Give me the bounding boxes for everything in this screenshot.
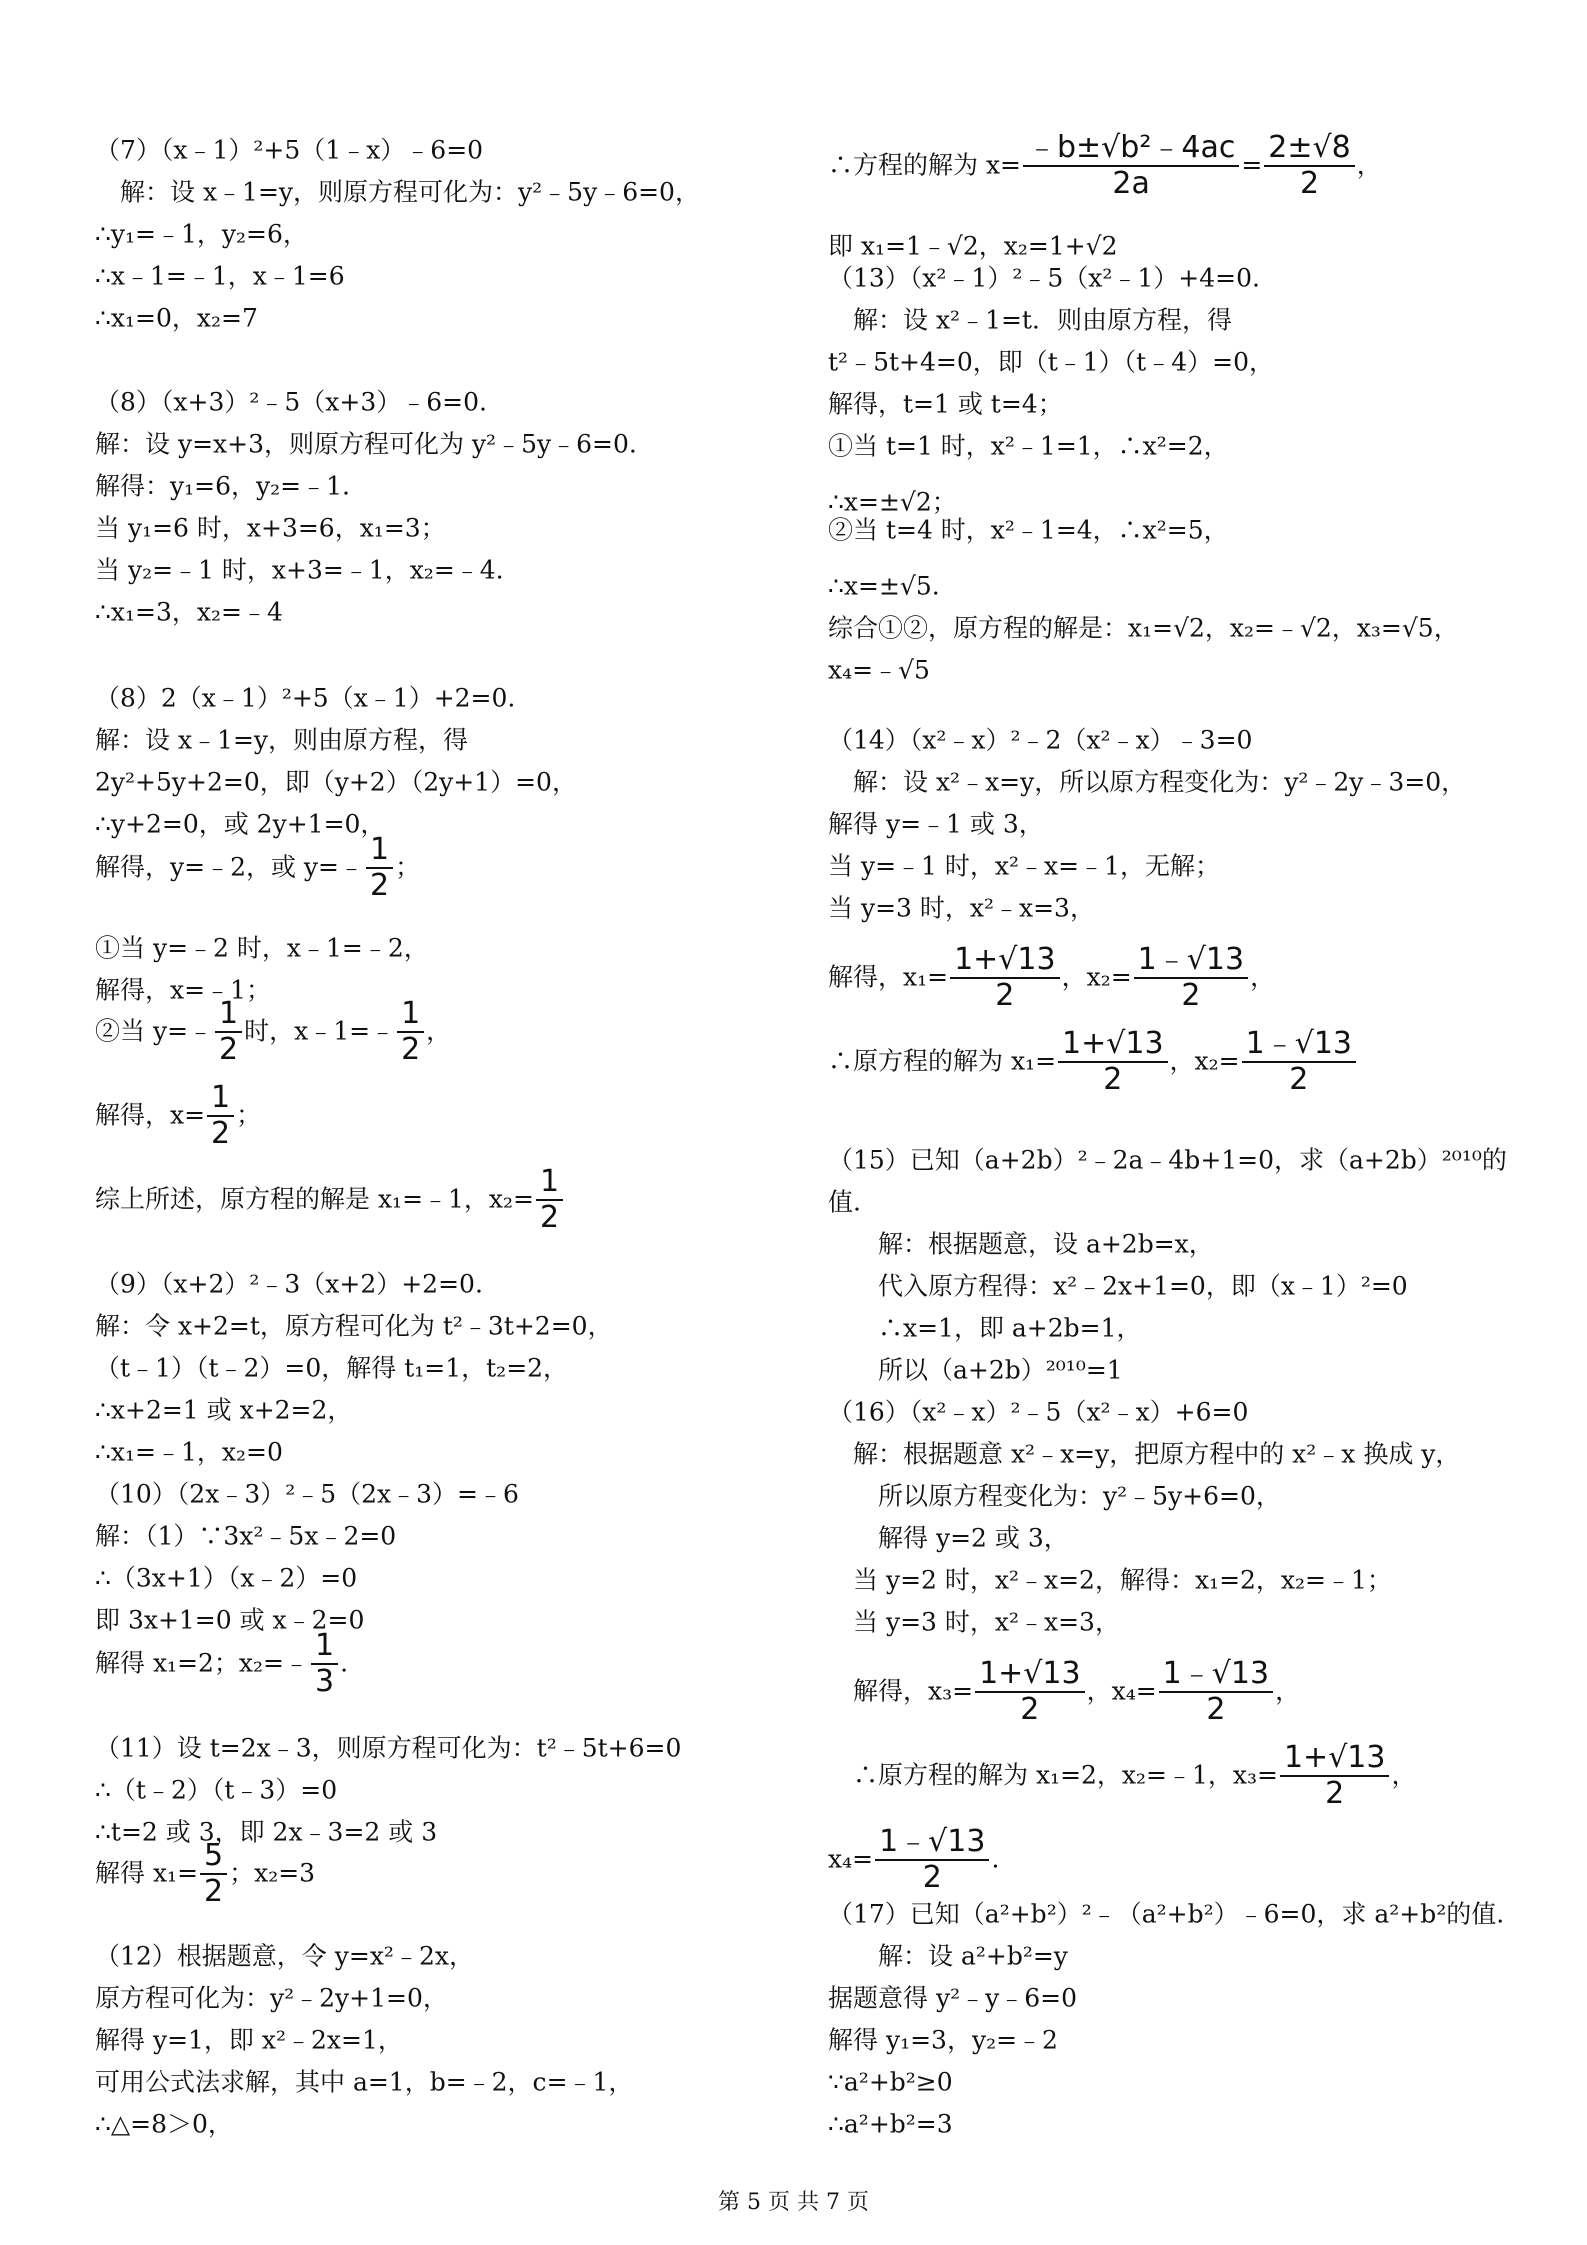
text-line: （10）（2x﹣3）²﹣5（2x﹣3）=﹣6 — [95, 1479, 519, 1509]
fraction-line: 解得，x= $\frac{1}{2}$ ； — [95, 1079, 262, 1151]
frac-1p: $\frac{1+√13}{2}$ — [950, 943, 1060, 1013]
text-line: 解得，t=1 或 t=4； — [828, 389, 1063, 419]
text-line: （17）已知（a²+b²）²﹣（a²+b²）﹣6=0，求 a²+b²的值. — [828, 1899, 1505, 1929]
text-line: 解：（1）∵3x²﹣5x﹣2=0 — [95, 1521, 397, 1551]
x-pm-sqrt2: ∴x=±√2； — [828, 487, 957, 517]
frac-1m: $\frac{1﹣√13}{2}$ — [1159, 1657, 1273, 1727]
text-line: 当 y₁=6 时，x+3=6，x₁=3； — [95, 513, 446, 543]
text-line: ∴a²+b²=3 — [828, 2109, 953, 2139]
text-line: 解得 y=1，即 x²﹣2x=1， — [95, 2025, 403, 2055]
text-line: （8）（x+3）²﹣5（x+3）﹣6=0. — [95, 387, 487, 417]
result-16: 解得，x₃= $\frac{1+√13}{2}$ ，x₄= $\frac{1﹣√13}{2}$ ， — [828, 1655, 1301, 1727]
x4-line: x₄=﹣√5 — [828, 655, 930, 685]
text-line: （8）2（x﹣1）²+5（x﹣1）+2=0. — [95, 683, 516, 713]
text-line: 当 y=﹣1 时，x²﹣x=﹣1，无解； — [828, 851, 1220, 881]
text-line: （11）设 t=2x﹣3，则原方程可化为：t²﹣5t+6=0 — [95, 1733, 682, 1763]
text-line: ∴（t﹣2）（t﹣3）=0 — [95, 1775, 338, 1805]
frac-1m: $\frac{1﹣√13}{2}$ — [1242, 1027, 1356, 1097]
text-line: 解：根据题意，设 a+2b=x， — [828, 1229, 1214, 1259]
solution-14: ∴原方程的解为 x₁= $\frac{1+√13}{2}$ ，x₂= $\frac{1﹣√13}{2}$ — [828, 1024, 1358, 1096]
text-line: ∴x₁=0，x₂=7 — [95, 303, 258, 333]
text-line: 代入原方程得：x²﹣2x+1=0，即（x﹣1）²=0 — [828, 1271, 1408, 1301]
x4-16: x₄= $\frac{1﹣√13}{2}$ . — [828, 1823, 1000, 1895]
fraction: $\frac{1}{2}$ — [536, 1165, 563, 1235]
text-line: 当 y=3 时，x²﹣x=3， — [828, 1607, 1120, 1637]
text-line: （14）（x²﹣x）²﹣2（x²﹣x）﹣3=0 — [828, 725, 1253, 755]
text-line: 解得，x=﹣1； — [95, 975, 271, 1005]
text-line: （t﹣1）（t﹣2）=0，解得 t₁=1，t₂=2， — [95, 1353, 569, 1383]
formula-line: ∴方程的解为 x= $\frac{\text{﹣b±√b²﹣4ac}}{2a}$ = $\frac{2\pm√8}{2}$ ， — [828, 129, 1382, 201]
text-line: 当 y₂=﹣1 时，x+3=﹣1，x₂=﹣4. — [95, 555, 504, 585]
text-line: ∴x=1，即 a+2b=1， — [828, 1313, 1142, 1343]
fraction: $\frac{1}{2}$ — [397, 997, 424, 1067]
frac-1p: $\frac{1+√13}{2}$ — [1280, 1741, 1390, 1811]
text-line: 解：设 y=x+3，则原方程可化为 y²﹣5y﹣6=0. — [95, 429, 637, 459]
text-line: 可用公式法求解，其中 a=1，b=﹣2，c=﹣1， — [95, 2067, 634, 2097]
quadratic-formula: $\frac{\text{﹣b±√b²﹣4ac}}{2a}$ — [1023, 131, 1239, 201]
text-line: 解得：y₁=6，y₂=﹣1. — [95, 471, 350, 501]
fraction: $\frac{1}{2}$ — [207, 1081, 234, 1151]
text-line: 所以（a+2b）²⁰¹⁰=1 — [828, 1355, 1123, 1385]
text-line: （16）（x²﹣x）²﹣5（x²﹣x）+6=0 — [828, 1397, 1249, 1427]
formula-value: $\frac{2\pm√8}{2}$ — [1264, 131, 1354, 201]
text-line: 解：根据题意 x²﹣x=y，把原方程中的 x²﹣x 换成 y， — [828, 1439, 1461, 1469]
text-line: 解：令 x+2=t，原方程可化为 t²﹣3t+2=0， — [95, 1311, 613, 1341]
fraction-line: 解得 x₁= $\frac{5}{2}$ ；x₂=3 — [95, 1837, 316, 1909]
text-line: 即 3x+1=0 或 x﹣2=0 — [95, 1605, 365, 1635]
fraction: $\frac{1}{3}$ — [311, 1629, 338, 1699]
text-line: ∴x₁=﹣1，x₂=0 — [95, 1437, 283, 1467]
text-line: ∴x+2=1 或 x+2=2， — [95, 1395, 353, 1425]
fraction-line: 解得 x₁=2；x₂=﹣ $\frac{1}{3}$ . — [95, 1627, 349, 1699]
frac-1m: $\frac{1﹣√13}{2}$ — [875, 1825, 989, 1895]
solution-16: ∴原方程的解为 x₁=2，x₂=﹣1，x₃= $\frac{1+√13}{2}$ ， — [828, 1739, 1417, 1811]
fraction: $\frac{5}{2}$ — [200, 1839, 227, 1909]
text-line: （15）已知（a+2b）²﹣2a﹣4b+1=0，求（a+2b）²⁰¹⁰的 — [828, 1145, 1507, 1175]
text-line: ∴（3x+1）（x﹣2）=0 — [95, 1563, 358, 1593]
result-14: 解得，x₁= $\frac{1+√13}{2}$ ，x₂= $\frac{1﹣√13}{2}$ ， — [828, 941, 1276, 1013]
answer-line: 即 x₁=1﹣√2，x₂=1+√2 — [828, 231, 1118, 261]
fraction: $\frac{1}{2}$ — [215, 997, 242, 1067]
text-line: 解：设 x﹣1=y，则原方程可化为：y²﹣5y﹣6=0， — [95, 177, 700, 207]
frac-1p: $\frac{1+√13}{2}$ — [1058, 1027, 1168, 1097]
text-line: （9）（x+2）²﹣3（x+2）+2=0. — [95, 1269, 483, 1299]
summary-line: 综合①②，原方程的解是：x₁=√2，x₂=﹣√2，x₃=√5， — [828, 613, 1459, 643]
text-line: 解：设 x﹣1=y，则由原方程，得 — [95, 725, 469, 755]
text-line: 2y²+5y+2=0，即（y+2）（2y+1）=0， — [95, 767, 577, 797]
text-line: 当 y=2 时，x²﹣x=2，解得：x₁=2，x₂=﹣1； — [828, 1565, 1392, 1595]
text-line: 解得 y=﹣1 或 3， — [828, 809, 1044, 839]
text-line: ①当 y=﹣2 时，x﹣1=﹣2， — [95, 933, 429, 963]
frac-1p: $\frac{1+√13}{2}$ — [975, 1657, 1085, 1727]
fraction-line: 综上所述，原方程的解是 x₁=﹣1，x₂= $\frac{1}{2}$ — [95, 1162, 565, 1234]
text-line: （7）（x﹣1）²+5（1﹣x）﹣6=0 — [95, 135, 484, 165]
text-line: ∴x₁=3，x₂=﹣4 — [95, 597, 283, 627]
text-line: ∴t=2 或 3，即 2x﹣3=2 或 3 — [95, 1817, 438, 1847]
text-line: ∴△=8＞0， — [95, 2109, 233, 2139]
text-line: 原方程可化为：y²﹣2y+1=0， — [95, 1983, 448, 2013]
text-line: ∵a²+b²≥0 — [828, 2067, 953, 2097]
text-line: 解：设 x²﹣1=t．则由原方程，得 — [828, 305, 1232, 335]
x-pm-sqrt5: ∴x=±√5. — [828, 571, 940, 601]
text-line: 据题意得 y²﹣y﹣6=0 — [828, 1983, 1077, 2013]
text-line: （13）（x²﹣1）²﹣5（x²﹣1）+4=0. — [828, 263, 1260, 293]
fraction-line: 解得，y=﹣2，或 y=﹣ $\frac{1}{2}$ ； — [95, 831, 421, 903]
text-line: ∴y+2=0，或 2y+1=0， — [95, 809, 386, 839]
text-line: ∴x﹣1=﹣1，x﹣1=6 — [95, 261, 345, 291]
frac-1m: $\frac{1﹣√13}{2}$ — [1134, 943, 1248, 1013]
page-footer: 第 5 页 共 7 页 — [718, 2190, 869, 2215]
text-line: 解得 y=2 或 3， — [828, 1523, 1069, 1553]
text-line: 解：设 a²+b²=y — [828, 1941, 1068, 1971]
text-line: t²﹣5t+4=0，即（t﹣1）（t﹣4）=0， — [828, 347, 1274, 377]
text-line: 解：设 x²﹣x=y，所以原方程变化为：y²﹣2y﹣3=0， — [828, 767, 1467, 797]
text-line: ①当 t=1 时，x²﹣1=1，∴x²=2， — [828, 431, 1229, 461]
text-line: ∴y₁=﹣1，y₂=6， — [95, 219, 308, 249]
text-line: 当 y=3 时，x²﹣x=3， — [828, 893, 1095, 923]
text-line: 所以原方程变化为：y²﹣5y+6=0， — [828, 1481, 1281, 1511]
text-line: （12）根据题意，令 y=x²﹣2x， — [95, 1941, 474, 1971]
fraction-line: ②当 y=﹣ $\frac{1}{2}$ 时，x﹣1=﹣ $\frac{1}{2}$ ， — [95, 995, 452, 1067]
text-line: 解得 y₁=3，y₂=﹣2 — [828, 2025, 1058, 2055]
text-line: 值. — [828, 1187, 861, 1217]
fraction: $\frac{1}{2}$ — [366, 833, 393, 903]
text-line: ②当 t=4 时，x²﹣1=4，∴x²=5， — [828, 515, 1229, 545]
